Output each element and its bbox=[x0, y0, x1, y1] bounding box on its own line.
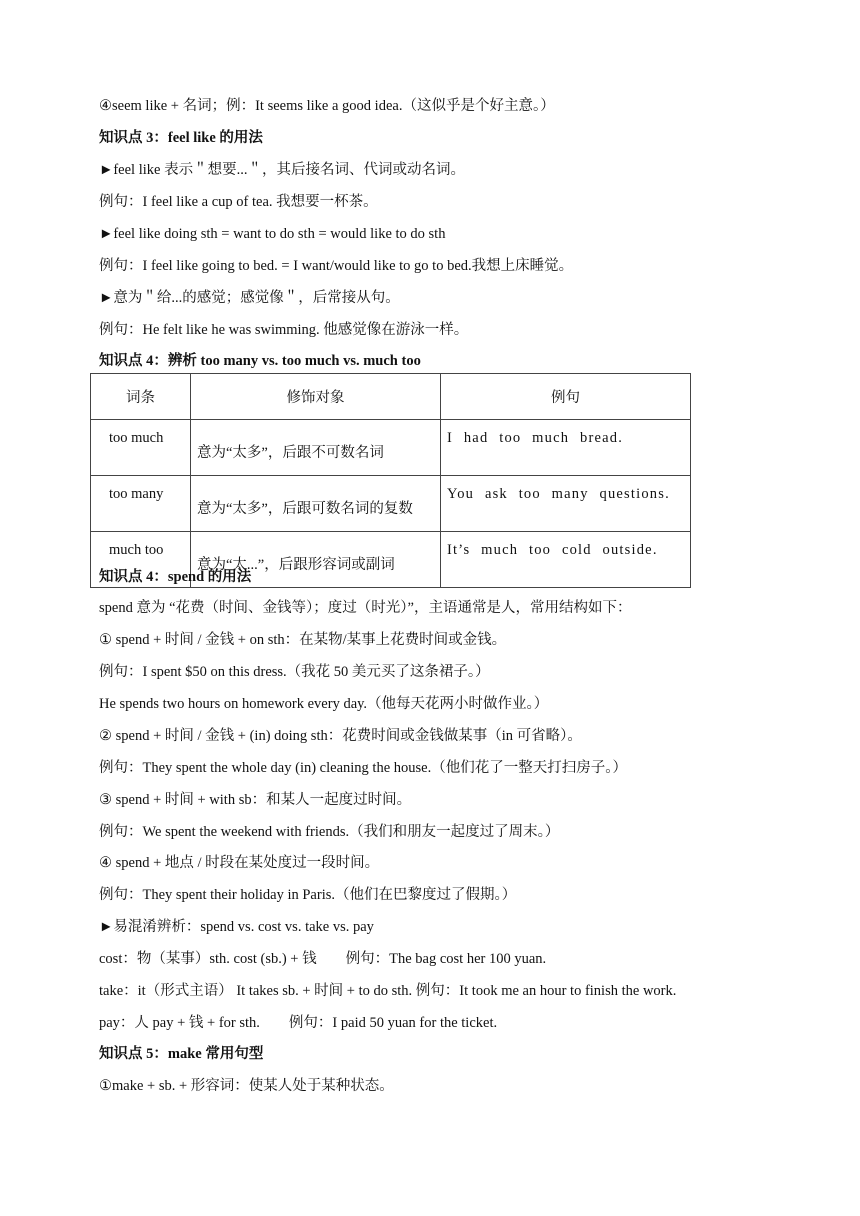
section-4-heading: 知识点 4：辨析 too many vs. too much vs. much too bbox=[99, 353, 421, 369]
feel-like-example-3: 例句：He felt like he was swimming. 他感觉像在游泳一样。 bbox=[99, 322, 469, 338]
table-cell-term: much too bbox=[91, 532, 191, 588]
spend-meaning-line: spend 意为 “花费（时间、金钱等）；度过（时光）”，主语通常是人，常用结构如下： bbox=[99, 600, 632, 616]
spend-example-1: 例句：I spent $50 on this dress.（我花 50 美元买了这条裙子。） bbox=[99, 664, 490, 680]
spend-example-2: 例句：They spent the whole day (in) cleaning the house.（他们花了一整天打扫房子。） bbox=[99, 760, 627, 776]
table-cell-term: too many bbox=[91, 476, 191, 532]
feel-like-meaning-line: ►feel like 表示＂想要...＂，其后接名词、代词或动名词。 bbox=[99, 162, 465, 178]
table-cell-term: too much bbox=[91, 420, 191, 476]
table-cell-example: It’s much too cold outside. bbox=[441, 532, 691, 588]
feel-like-example-1: 例句：I feel like a cup of tea. 我想要一杯茶。 bbox=[99, 194, 378, 210]
spend-pattern-4: ④ spend + 地点 / 时段在某处度过一段时间。 bbox=[99, 855, 380, 871]
section-5-heading: 知识点 5：make 常用句型 bbox=[99, 1046, 264, 1062]
feel-like-example-2: 例句：I feel like going to bed. = I want/would like to go to bed.我想上床睡觉。 bbox=[99, 258, 574, 274]
table-header-cell: 例句 bbox=[441, 374, 691, 420]
table-row bbox=[91, 476, 691, 532]
spend-example-3: 例句：We spent the weekend with friends.（我们和朋友一起度过了周末。） bbox=[99, 824, 560, 840]
spend-example-4: 例句：They spent their holiday in Paris.（他们在巴黎度过了假期。） bbox=[99, 887, 517, 903]
feel-like-doing-line: ►feel like doing sth = want to do sth = would like to do sth bbox=[99, 226, 446, 242]
table-header-cell: 词条 bbox=[91, 374, 191, 420]
section-4-spend-heading: 知识点 4：spend 的用法 bbox=[99, 569, 252, 585]
table-header-cell: 修饰对象 bbox=[191, 374, 441, 420]
spend-example-1b: He spends two hours on homework every day.（他每天花两小时做作业。） bbox=[99, 696, 549, 712]
spend-pattern-2: ② spend + 时间 / 金钱 + (in) doing sth：花费时间或金钱做某事（in 可省略）。 bbox=[99, 728, 582, 744]
table-cell-usage: 意为“太多”，后跟可数名词的复数 bbox=[191, 476, 441, 532]
table-cell-usage: 意为“太多”，后跟不可数名词 bbox=[191, 420, 441, 476]
spend-pattern-1: ① spend + 时间 / 金钱 + on sth：在某物/某事上花费时间或金钱。 bbox=[99, 632, 507, 648]
cost-line: cost：物（某事）sth. cost (sb.) + 钱 例句：The bag cost her 100 yuan. bbox=[99, 951, 547, 967]
seem-like-noun-line: ④seem like + 名词；例：It seems like a good idea.（这似乎是个好主意。） bbox=[99, 98, 555, 114]
table-cell-usage: 意为“太...”，后跟形容词或副词 bbox=[191, 532, 441, 588]
table-header-row bbox=[91, 374, 691, 420]
spend-pattern-3: ③ spend + 时间 + with sb：和某人一起度过时间。 bbox=[99, 792, 412, 808]
take-line: take：it（形式主语） It takes sb. + 时间 + to do sth. 例句：It took me an hour to finish the work. bbox=[99, 983, 677, 999]
confusable-heading: ►易混淆辨析：spend vs. cost vs. take vs. pay bbox=[99, 919, 374, 935]
table-cell-example: I had too much bread. bbox=[441, 420, 691, 476]
table-row bbox=[91, 420, 691, 476]
make-pattern-1: ①make + sb. + 形容词：使某人处于某种状态。 bbox=[99, 1078, 394, 1094]
pay-line: pay：人 pay + 钱 + for sth. 例句：I paid 50 yuan for the ticket. bbox=[99, 1015, 498, 1031]
feel-like-sense-line: ►意为＂给...的感觉；感觉像＂，后常接从句。 bbox=[99, 290, 400, 306]
section-3-heading: 知识点 3：feel like 的用法 bbox=[99, 130, 263, 146]
table-cell-example: You ask too many questions. bbox=[441, 476, 691, 532]
comparison-table bbox=[90, 373, 691, 588]
